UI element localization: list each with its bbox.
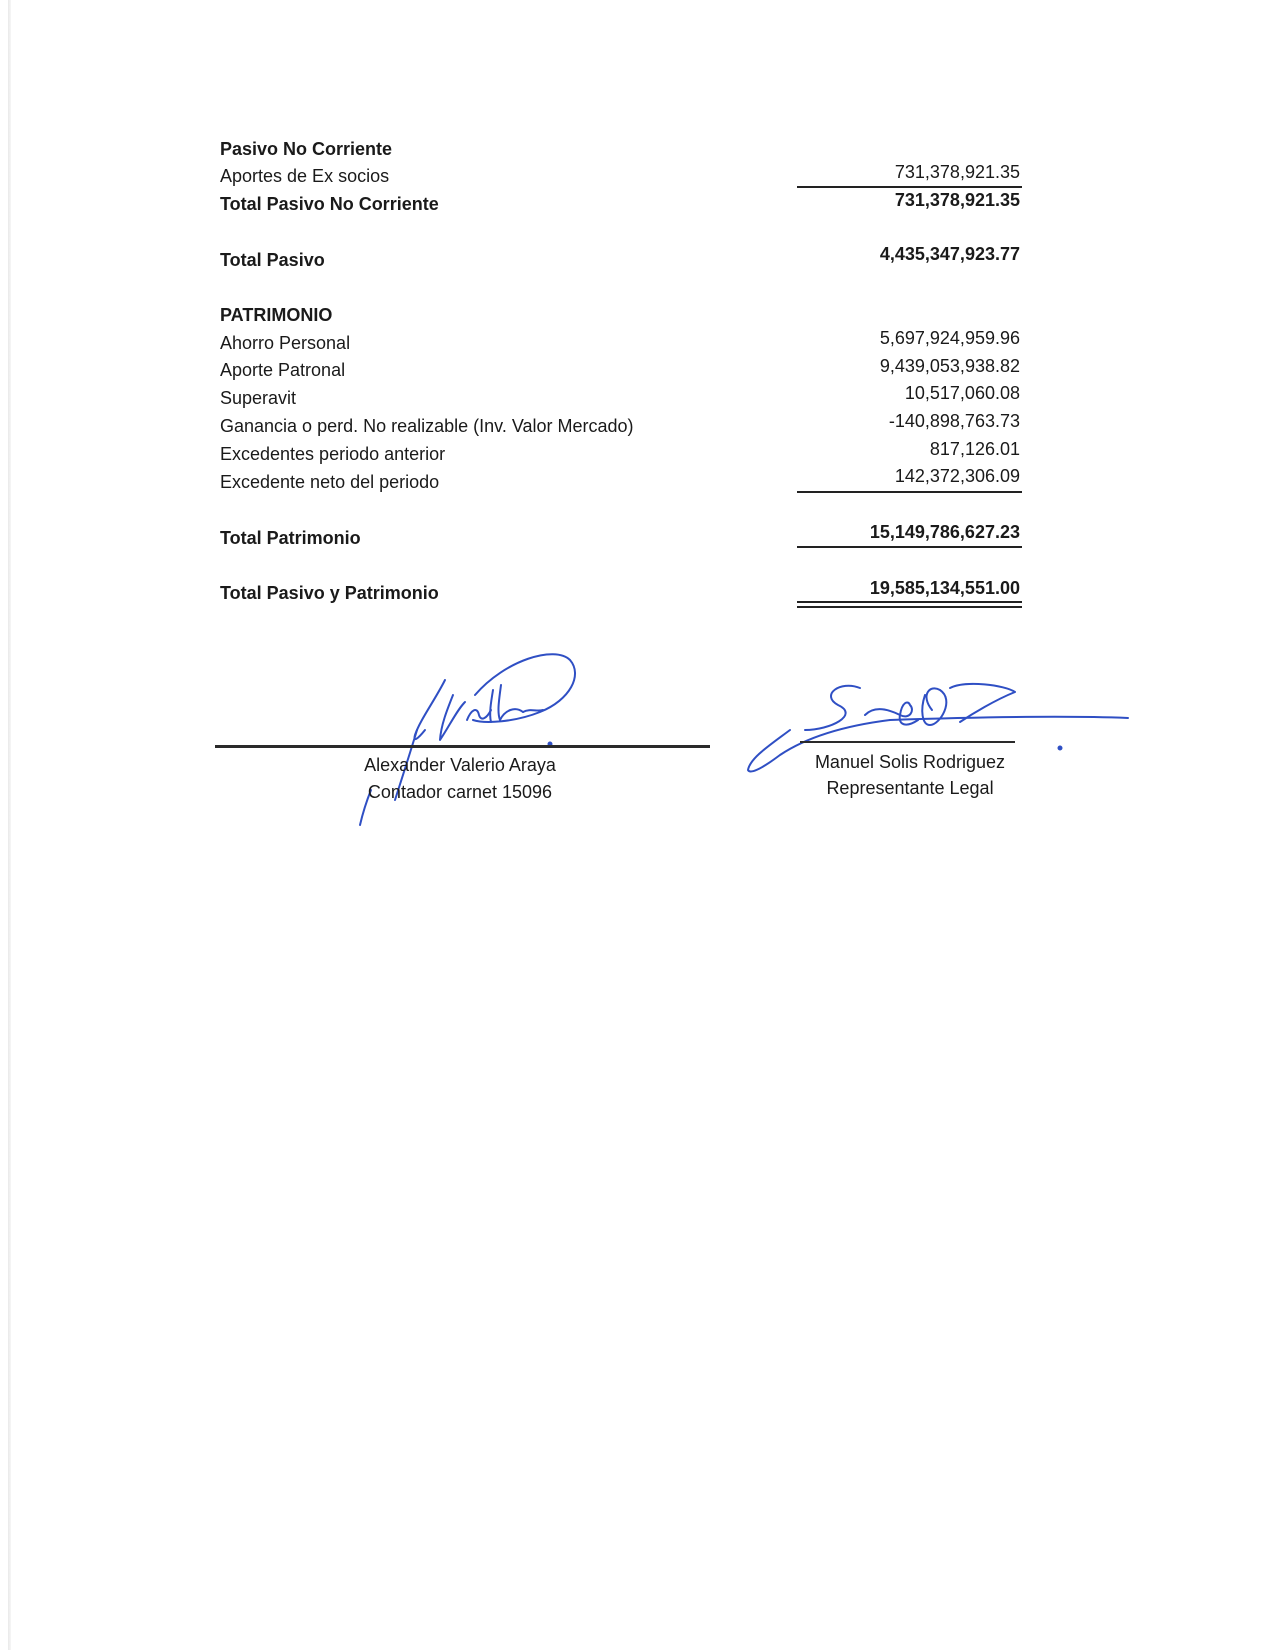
total-amount-pasivo: 4,435,347,923.77 (879, 244, 1020, 264)
row-amount-aporte-patronal: 9,439,053,938.82 (879, 356, 1020, 376)
scan-edge (8, 0, 11, 1650)
row-label-excedentes-periodo-anterior: Excedentes periodo anterior (220, 444, 446, 464)
row-amount-superavit: 10,517,060.08 (904, 383, 1020, 403)
representante-title: Representante Legal (826, 778, 994, 798)
contador-title: Contador carnet 15096 (367, 782, 553, 802)
row-label-aporte-patronal: Aporte Patronal (220, 360, 346, 380)
section-heading-patrimonio: PATRIMONIO (220, 305, 333, 325)
patrimonio-subtotal-rule (797, 491, 1022, 493)
row-label-ahorro-personal: Ahorro Personal (220, 333, 351, 353)
total-amount-patrimonio: 15,149,786,627.23 (869, 522, 1020, 542)
row-label-superavit: Superavit (220, 388, 297, 408)
contador-signature-icon (405, 640, 610, 840)
row-amount-aportes-ex-socios: 731,378,921.35 (894, 162, 1020, 182)
representante-signature-line (800, 741, 1015, 743)
total-label-pasivo-patrimonio: Total Pasivo y Patrimonio (220, 583, 439, 603)
grand-total-double-rule (797, 601, 1022, 608)
row-amount-ganancia-no-realizable: -140,898,763.73 (888, 411, 1020, 431)
total-label-pasivo-no-corriente: Total Pasivo No Corriente (220, 194, 439, 214)
row-label-excedente-neto: Excedente neto del periodo (220, 472, 440, 492)
section-heading-pasivo-no-corriente: Pasivo No Corriente (220, 139, 393, 159)
row-label-aportes-ex-socios: Aportes de Ex socios (220, 166, 390, 186)
representante-name: Manuel Solis Rodriguez (814, 752, 1006, 772)
row-amount-excedente-neto: 142,372,306.09 (894, 466, 1020, 486)
row-label-ganancia-no-realizable: Ganancia o perd. No realizable (Inv. Valor Mercado) (220, 416, 634, 436)
total-label-pasivo: Total Pasivo (220, 250, 325, 270)
row-amount-excedentes-periodo-anterior: 817,126.01 (929, 439, 1020, 459)
row-amount-ahorro-personal: 5,697,924,959.96 (879, 328, 1020, 348)
total-label-patrimonio: Total Patrimonio (220, 528, 361, 548)
total-patrimonio-rule (797, 546, 1022, 548)
total-amount-pasivo-patrimonio: 19,585,134,551.00 (869, 578, 1020, 598)
subtotal-rule (797, 186, 1022, 188)
contador-name: Alexander Valerio Araya (364, 755, 556, 775)
contador-signature-line (215, 745, 710, 748)
total-amount-pasivo-no-corriente: 731,378,921.35 (894, 190, 1020, 210)
